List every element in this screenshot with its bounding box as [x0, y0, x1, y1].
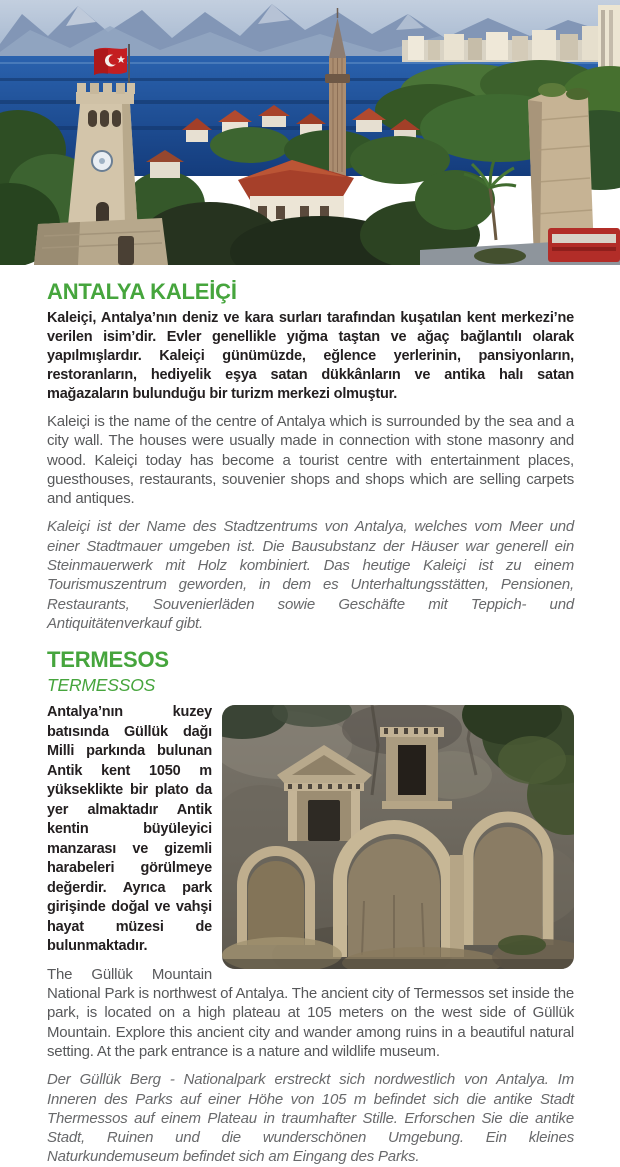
paragraph-german: Kaleiçi ist der Name des Stadtzentrums von Antalya, welches vom Meer und einer Stadtmauer umgeben ist. Die Bausubstanz der Häuser war generell ein Steinmauerwerk mit Holz kombiniert. Das heutige Kaleiçi ist zu einem Tourismuszentrum geworden, in dem es Unterhaltungsstätten, Pensionen, Restaurants, Souvenierläden sowie Geschäfte mit Teppich- und Antiquitätenverkauf gibt. — [47, 518, 574, 632]
antalya-hero-photo — [0, 0, 620, 265]
paragraph-turkish: Kaleiçi, Antalya’nın deniz ve kara surları tarafından kuşatılan kent merkezi’ne verilen isim’dir. Evler genellikle yığma taştan ve ağaç bağlantılı olarak yapılmışlardır. Kaleiçi günümüzde, eğlence yerlerinin, pansiyonların, restoranların, hediyelik eşya satan dükkânların ve antika halı satan mağazaların bulunduğu bir turizm merkezi olmuştur. — [47, 310, 574, 402]
section-title-antalya-kaleici: ANTALYA KALEİÇİ — [47, 279, 237, 304]
paragraph-english: The Güllük Mountain National Park is northwest of Antalya. The ancient city of Termessos set inside the park, is located on a high plateau at 105 meters on the west side of Güllük Mountain. Explore this ancient city and wander among ruins in a beautiful natural setting. At the park entrance is a nature and wildlife museum. — [47, 965, 574, 1060]
paragraph-turkish: Antalya’nın kuzey batısında Güllük dağı Milli parkında bulunan Antik kent 1050 m yükseklikte bir plato da yer almaktadır Antik kentin büyüleyici manzarası ve gizemli harabeleri görülmeye değerdir. Ayrıca park girişinde doğal ve vahşi hayat müzesi de bulunmaktadır. — [47, 704, 212, 955]
termessos-rock-tombs-illustration — [222, 705, 574, 969]
section-termesos — [47, 647, 574, 1166]
antalya-hero-illustration — [0, 0, 620, 265]
termesos-text-and-photo — [47, 703, 574, 1061]
page-content — [0, 265, 620, 1167]
section-subtitle-termessos: TERMESSOS — [47, 675, 156, 696]
termessos-photo — [222, 705, 574, 969]
paragraph-english: Kaleiçi is the name of the centre of Antalya which is surrounded by the sea and a city wall. The houses were usually made in connection with stone masonry and wood. Kaleiçi today has become a tourist centre with entertainment places, guesthouses, restaurants, souvenier shops and shops which are selling carpets and antiques. — [47, 413, 574, 508]
section-title-termesos: TERMESOS — [47, 647, 169, 673]
paragraph-german: Der Güllük Berg - Nationalpark erstreckt sich nordwestlich von Antalya. Im Inneren des Parks auf einer Höhe von 105 m befindet sich die antike Stadt Thermessos auf einem Plateau in traumhafter Stille. Erforschen Sie die antike Stadt, Ruinen und die wunderschönen Umgebung. Ein kleines Naturkundemuseum befindet sich am Eingang des Parks. — [47, 1071, 574, 1166]
section-antalya-kaleici — [47, 279, 574, 633]
